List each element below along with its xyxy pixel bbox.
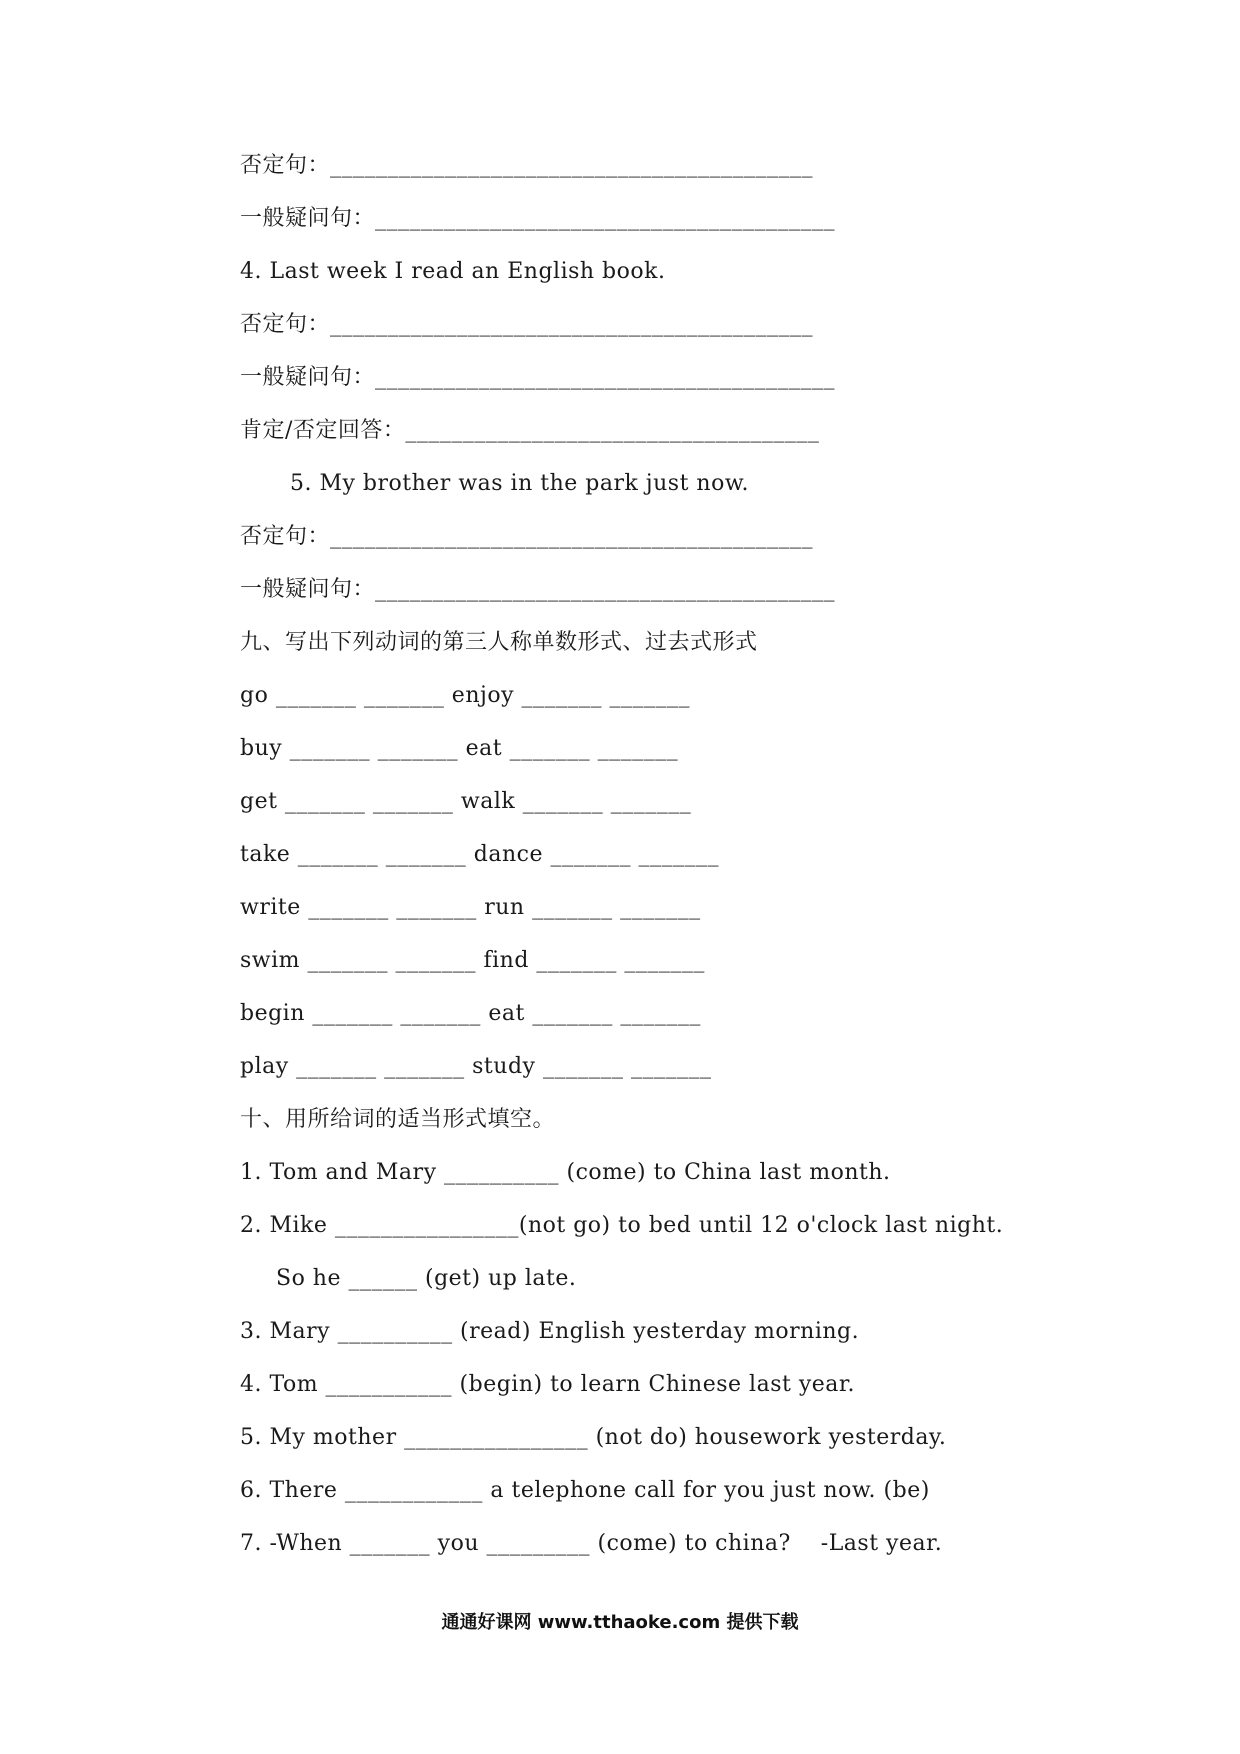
verb-row: play _______ _______ study _______ _______ [240,1054,712,1079]
question-sentence-line: 一般疑问句：________________________________________ [240,206,836,231]
page-footer: 通通好课网 www.tthaoke.com 提供下载 [441,1612,799,1633]
fill-blank-item: 3. Mary __________ (read) English yesterday morning. [240,1319,860,1344]
short-answer-line: 肯定/否定回答：____________________________________ [240,418,820,443]
question-sentence-line: 一般疑问句：________________________________________ [240,577,836,602]
section-heading-10: 十、用所给词的适当形式填空。 [240,1107,556,1132]
section-heading-9: 九、写出下列动词的第三人称单数形式、过去式形式 [240,630,758,655]
verb-row: take _______ _______ dance _______ _______ [240,842,719,867]
question-sentence-line: 一般疑问句：________________________________________ [240,365,836,390]
verb-row: swim _______ _______ find _______ _______ [240,948,705,973]
fill-blank-item: 1. Tom and Mary __________ (come) to China last month. [240,1160,891,1185]
exercise-item-5: 5. My brother was in the park just now. [290,471,750,496]
fill-blank-item: 4. Tom ___________ (begin) to learn Chinese last year. [240,1372,855,1397]
verb-row: write _______ _______ run _______ _______ [240,895,701,920]
fill-blank-item: 5. My mother ________________ (not do) housework yesterday. [240,1425,947,1450]
fill-blank-item: 6. There ____________ a telephone call for you just now. (be) [240,1478,930,1503]
negative-sentence-line: 否定句：__________________________________________ [240,153,814,178]
verb-row: begin _______ _______ eat _______ _______ [240,1001,701,1026]
verb-row: get _______ _______ walk _______ _______ [240,789,692,814]
fill-blank-item-continuation: So he ______ (get) up late. [276,1266,577,1291]
fill-blank-item: 2. Mike ________________(not go) to bed until 12 o'clock last night. [240,1213,1004,1238]
fill-blank-item: 7. -When _______ you _________ (come) to china? -Last year. [240,1531,943,1556]
negative-sentence-line: 否定句：__________________________________________ [240,312,814,337]
negative-sentence-line: 否定句：__________________________________________ [240,524,814,549]
verb-row: go _______ _______ enjoy _______ _______ [240,683,690,708]
verb-row: buy _______ _______ eat _______ _______ [240,736,679,761]
exercise-item-4: 4. Last week I read an English book. [240,259,666,284]
